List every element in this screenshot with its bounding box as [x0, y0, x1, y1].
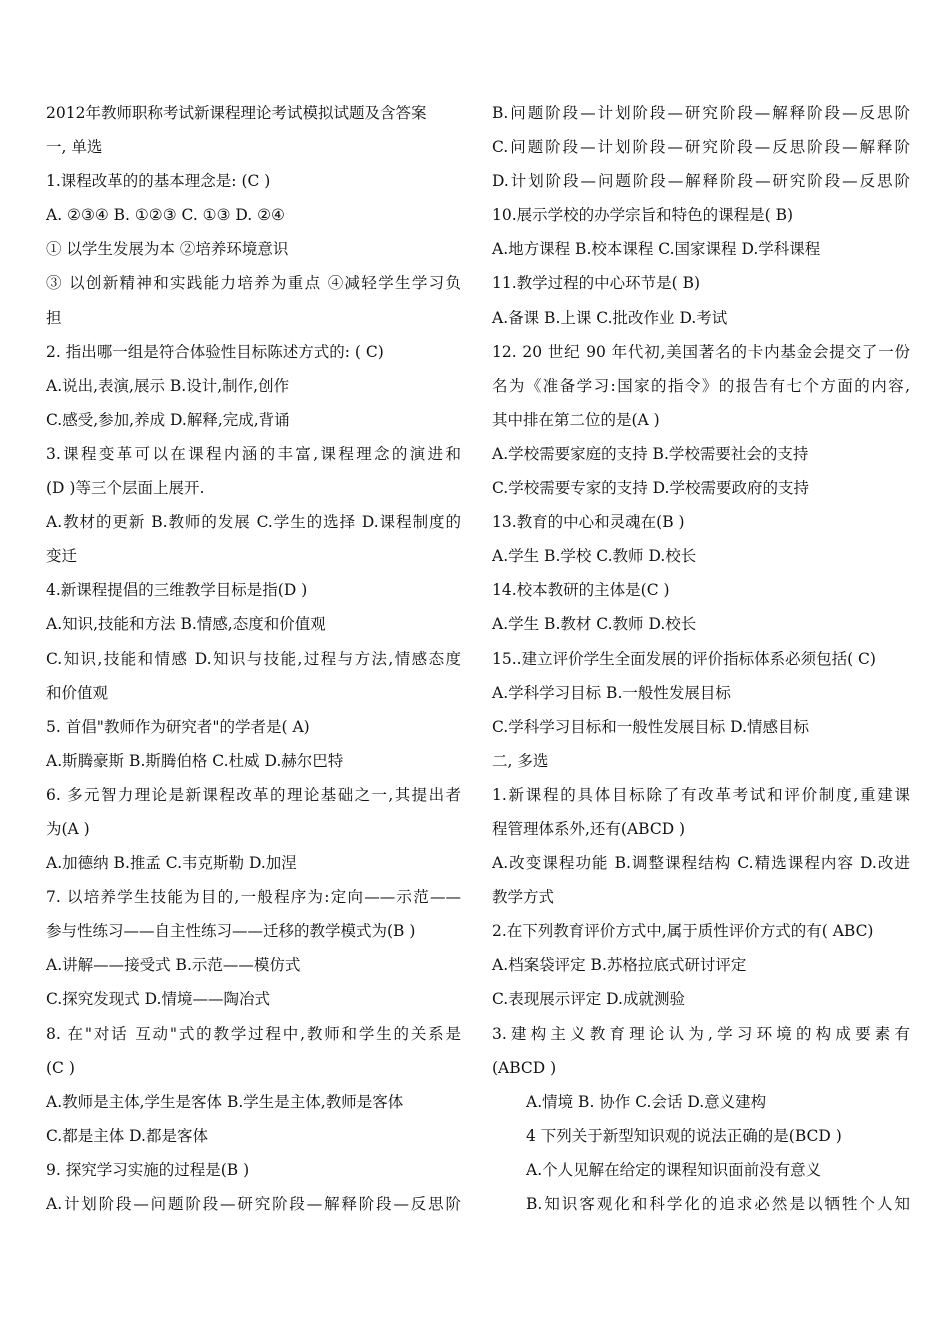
text-line: 2.在下列教育评价方式中,属于质性评价方式的有( ABC)	[492, 922, 874, 941]
text-line: 5. 首倡"教师作为研究者"的学者是( A)	[46, 717, 310, 736]
text-line: A.讲解——接受式 B.示范——模仿式	[46, 956, 301, 975]
text-line: A.学生 B.学校 C.教师 D.校长	[492, 547, 697, 566]
text-line: 10.展示学校的办学宗旨和特色的课程是( B)	[492, 206, 794, 225]
text-line: (ABCD )	[492, 1058, 557, 1077]
text-line: A.备课 B.上课 C.批改作业 D.考试	[492, 308, 728, 327]
text-line: A.知识,技能和方法 B.情感,态度和价值观	[46, 615, 326, 634]
text-line: 7. 以培养学生技能为目的,一般程序为:定向——示范——	[46, 888, 461, 907]
text-line: 1.新课程的具体目标除了有改革考试和评价制度,重建课	[492, 785, 910, 804]
left-column	[46, 96, 461, 1221]
text-line: C.问题阶段—计划阶段—研究阶段—反思阶段—解释阶	[492, 138, 910, 157]
text-line: C.探究发现式 D.情境——陶冶式	[46, 990, 270, 1009]
text-line: A.说出,表演,展示 B.设计,制作,创作	[46, 376, 290, 395]
text-line: (D )等三个层面上展开.	[46, 479, 205, 498]
text-line: 6. 多元智力理论是新课程改革的理论基础之一,其提出者	[46, 785, 461, 804]
text-line: 8. 在"对话 互动"式的教学过程中,教师和学生的关系是	[46, 1024, 461, 1043]
text-line: 15..建立评价学生全面发展的评价指标体系必须包括( C)	[492, 649, 876, 668]
text-line: 3.课程变革可以在课程内涵的丰富,课程理念的演进和	[46, 444, 461, 463]
text-line: C.学科学习目标和一般性发展目标 D.情感目标	[492, 717, 809, 736]
text-line: C.知识,技能和情感 D.知识与技能,过程与方法,情感态度	[46, 649, 461, 668]
text-line: ③ 以创新精神和实践能力培养为重点 ④减轻学生学习负	[46, 274, 461, 293]
text-line: A.个人见解在给定的课程知识面前没有意义	[526, 1160, 822, 1179]
text-line: B.问题阶段—计划阶段—研究阶段—解释阶段—反思阶	[492, 104, 910, 122]
text-line: 2. 指出哪一组是符合体验性目标陈述方式的: ( C)	[46, 342, 384, 361]
text-line: 程管理体系外,还有(ABCD )	[492, 819, 686, 838]
text-line: D.计划阶段—问题阶段—解释阶段—研究阶段—反思阶	[492, 172, 910, 191]
text-line: 和价值观	[46, 683, 109, 702]
text-line: A.改变课程功能 B.调整课程结构 C.精选课程内容 D.改进	[492, 854, 910, 873]
text-line: 为(A )	[46, 819, 90, 838]
text-line: C.表现展示评定 D.成就测验	[492, 990, 685, 1009]
text-line: 14.校本教研的主体是(C )	[492, 581, 670, 600]
text-line: 参与性练习——自主性练习——迁移的教学模式为(B )	[46, 922, 416, 941]
text-line: 4.新课程提倡的三维教学目标是指(D )	[46, 581, 308, 600]
text-line: A.计划阶段—问题阶段—研究阶段—解释阶段—反思阶	[46, 1195, 461, 1213]
text-line: A.学科学习目标 B.一般性发展目标	[492, 683, 731, 702]
text-line: A.地方课程 B.校本课程 C.国家课程 D.学科课程	[492, 240, 821, 259]
text-line: 其中排在第二位的是(A )	[492, 410, 660, 429]
text-line: 12. 20 世纪 90 年代初,美国著名的卡内基金会提交了一份	[492, 342, 910, 361]
text-line: 4 下列关于新型知识观的说法正确的是(BCD )	[526, 1126, 842, 1145]
text-line: A.斯腾豪斯 B.斯腾伯格 C.杜威 D.赫尔巴特	[46, 751, 344, 770]
text-line: 3.建构主义教育理论认为,学习环境的构成要素有	[492, 1024, 910, 1043]
text-line: ① 以学生发展为本 ②培养环境意识	[46, 240, 289, 259]
text-line: A.加德纳 B.推孟 C.韦克斯勒 D.加涅	[46, 854, 297, 873]
text-line: A.教材的更新 B.教师的发展 C.学生的选择 D.课程制度的	[46, 513, 461, 532]
text-line: A.教师是主体,学生是客体 B.学生是主体,教师是客体	[46, 1092, 404, 1111]
text-line: B.知识客观化和科学化的追求必然是以牺牲个人知	[526, 1195, 910, 1213]
text-line: 1.课程改革的的基本理念是: (C )	[46, 172, 271, 191]
text-line: A.学生 B.教材 C.教师 D.校长	[492, 615, 697, 634]
text-line: A. ②③④ B. ①②③ C. ①③ D. ②④	[46, 206, 285, 225]
text-line: 一, 单选	[46, 138, 103, 157]
text-line: C.感受,参加,养成 D.解释,完成,背诵	[46, 410, 290, 429]
text-line: 13.教育的中心和灵魂在(B )	[492, 513, 685, 532]
text-line: C.都是主体 D.都是客体	[46, 1126, 208, 1145]
text-line: 变迁	[46, 547, 78, 566]
text-line: 教学方式	[492, 888, 555, 907]
text-line: 9. 探究学习实施的过程是(B )	[46, 1160, 250, 1179]
right-column	[492, 96, 910, 1221]
text-line: A.情境 B. 协作 C.会话 D.意义建构	[526, 1092, 767, 1111]
text-line: 2012年教师职称考试新课程理论考试模拟试题及含答案	[46, 104, 427, 122]
text-line: 二, 多选	[492, 751, 549, 770]
text-line: A.学校需要家庭的支持 B.学校需要社会的支持	[492, 444, 809, 463]
text-line: 担	[46, 308, 62, 327]
text-line: 名为《准备学习:国家的指令》的报告有七个方面的内容,	[492, 376, 910, 395]
text-line: C.学校需要专家的支持 D.学校需要政府的支持	[492, 479, 809, 498]
text-line: A.档案袋评定 B.苏格拉底式研讨评定	[492, 956, 747, 975]
text-line: (C )	[46, 1058, 75, 1077]
text-line: 11.教学过程的中心环节是( B)	[492, 274, 701, 293]
